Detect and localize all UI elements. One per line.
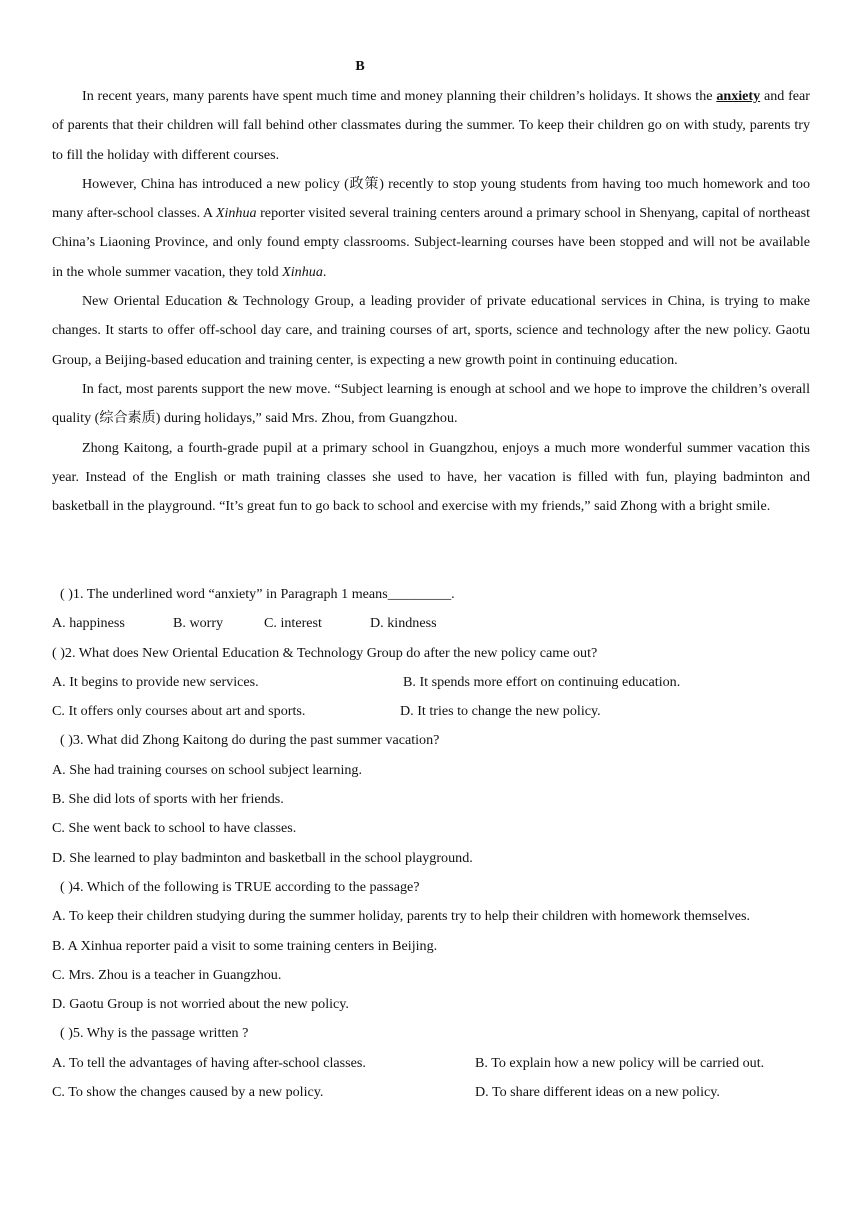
paragraph-1-text-b: and fear of parents that their children will fall behind other classmates during the summer. To keep their children go on with study, parents try to fill the holiday with different courses. <box>52 88 811 163</box>
question-2-options-row-2 <box>52 697 832 726</box>
q1-option-c: C. interest <box>264 615 322 632</box>
reading-passage <box>52 82 810 521</box>
q3-option-c: C. She went back to school to have classes. <box>52 820 297 837</box>
paragraph-1 <box>52 82 810 170</box>
question-1-options <box>52 609 832 638</box>
paragraph-2-text-c: . <box>322 263 327 280</box>
section-title: B <box>355 59 365 74</box>
italic-xinhua-2: Xinhua <box>282 263 323 280</box>
q3-option-b: B. She did lots of sports with her friends. <box>52 791 284 808</box>
q4-option-a: A. To keep their children studying during the summer holiday, parents try to help their children with homework themselves. <box>52 908 751 925</box>
paragraph-4: In fact, most parents support the new move. “Subject learning is enough at school and we hope to improve the children’s overall quality (综合素质) during holidays,” said Mrs. Zhou, from Guangzhou. <box>52 380 810 427</box>
paragraph-2-text-b: reporter visited several training centers around a primary school in Shenyang, capital of northeast China’s Liaoning Province, and only found empty classrooms. Subject-learning courses have been stopped and will not be available in the whole summer vacation, they told <box>52 205 810 280</box>
question-5-stem: ( )5. Why is the passage written ? <box>60 1025 249 1042</box>
q5-option-c: C. To show the changes caused by a new policy. <box>52 1084 324 1101</box>
q1-option-b: B. worry <box>173 615 224 632</box>
q2-option-a: A. It begins to provide new services. <box>52 673 259 690</box>
question-4-stem: ( )4. Which of the following is TRUE according to the passage? <box>60 878 420 895</box>
q5-option-d: D. To share different ideas on a new policy. <box>475 1084 720 1101</box>
paragraph-2-text-a: However, China has introduced a new policy (政策) recently to stop young students from having too much homework and too many after-school classes. A <box>52 175 810 222</box>
q2-option-b: B. It spends more effort on continuing education. <box>403 673 681 690</box>
question-list <box>52 580 832 1107</box>
question-5-options-row-2 <box>52 1078 832 1107</box>
underlined-word: anxiety <box>716 88 761 104</box>
q2-option-d: D. It tries to change the new policy. <box>400 703 601 720</box>
question-5-options-row-1 <box>52 1049 832 1078</box>
paragraph-3: New Oriental Education & Technology Group, a leading provider of private educational services in China, is trying to make changes. It starts to offer off-school day care, and training courses of art, sports, science and technology after the new policy. Gaotu Group, a Beijing-based education and training center, is expecting a new growth point in continuing education. <box>52 293 810 368</box>
q5-option-b: B. To explain how a new policy will be carried out. <box>475 1054 765 1071</box>
q5-option-a: A. To tell the advantages of having after-school classes. <box>52 1054 366 1071</box>
q3-option-d: D. She learned to play badminton and basketball in the school playground. <box>52 849 473 866</box>
q4-option-d: D. Gaotu Group is not worried about the new policy. <box>52 996 349 1013</box>
q2-option-c: C. It offers only courses about art and sports. <box>52 703 306 720</box>
paragraph-1-text-a: In recent years, many parents have spent much time and money planning their children’s holidays. It shows the <box>82 88 717 104</box>
question-1-stem: ( )1. The underlined word “anxiety” in Paragraph 1 means_________. <box>60 586 455 602</box>
question-3-stem: ( )3. What did Zhong Kaitong do during the past summer vacation? <box>60 732 440 749</box>
q1-option-a: A. happiness <box>52 615 125 632</box>
paragraph-5: Zhong Kaitong, a fourth-grade pupil at a primary school in Guangzhou, enjoys a much more wonderful summer vacation this year. Instead of the English or math training classes she used to have, her vacation is filled with fun, playing badminton and basketball in the playground. “It’s great fun to go back to school and exercise with my friends,” said Zhong with a bright smile. <box>52 439 810 515</box>
q4-option-c: C. Mrs. Zhou is a teacher in Guangzhou. <box>52 966 282 983</box>
question-2-options-row-1 <box>52 668 832 697</box>
italic-xinhua: Xinhua <box>215 205 257 222</box>
q3-option-a: A. She had training courses on school subject learning. <box>52 761 362 778</box>
question-2-stem: ( )2. What does New Oriental Education & Technology Group do after the new policy came out? <box>52 644 598 661</box>
q4-option-b: B. A Xinhua reporter paid a visit to some training centers in Beijing. <box>52 937 438 954</box>
paragraph-2 <box>52 170 810 287</box>
q1-option-d: D. kindness <box>370 615 437 632</box>
